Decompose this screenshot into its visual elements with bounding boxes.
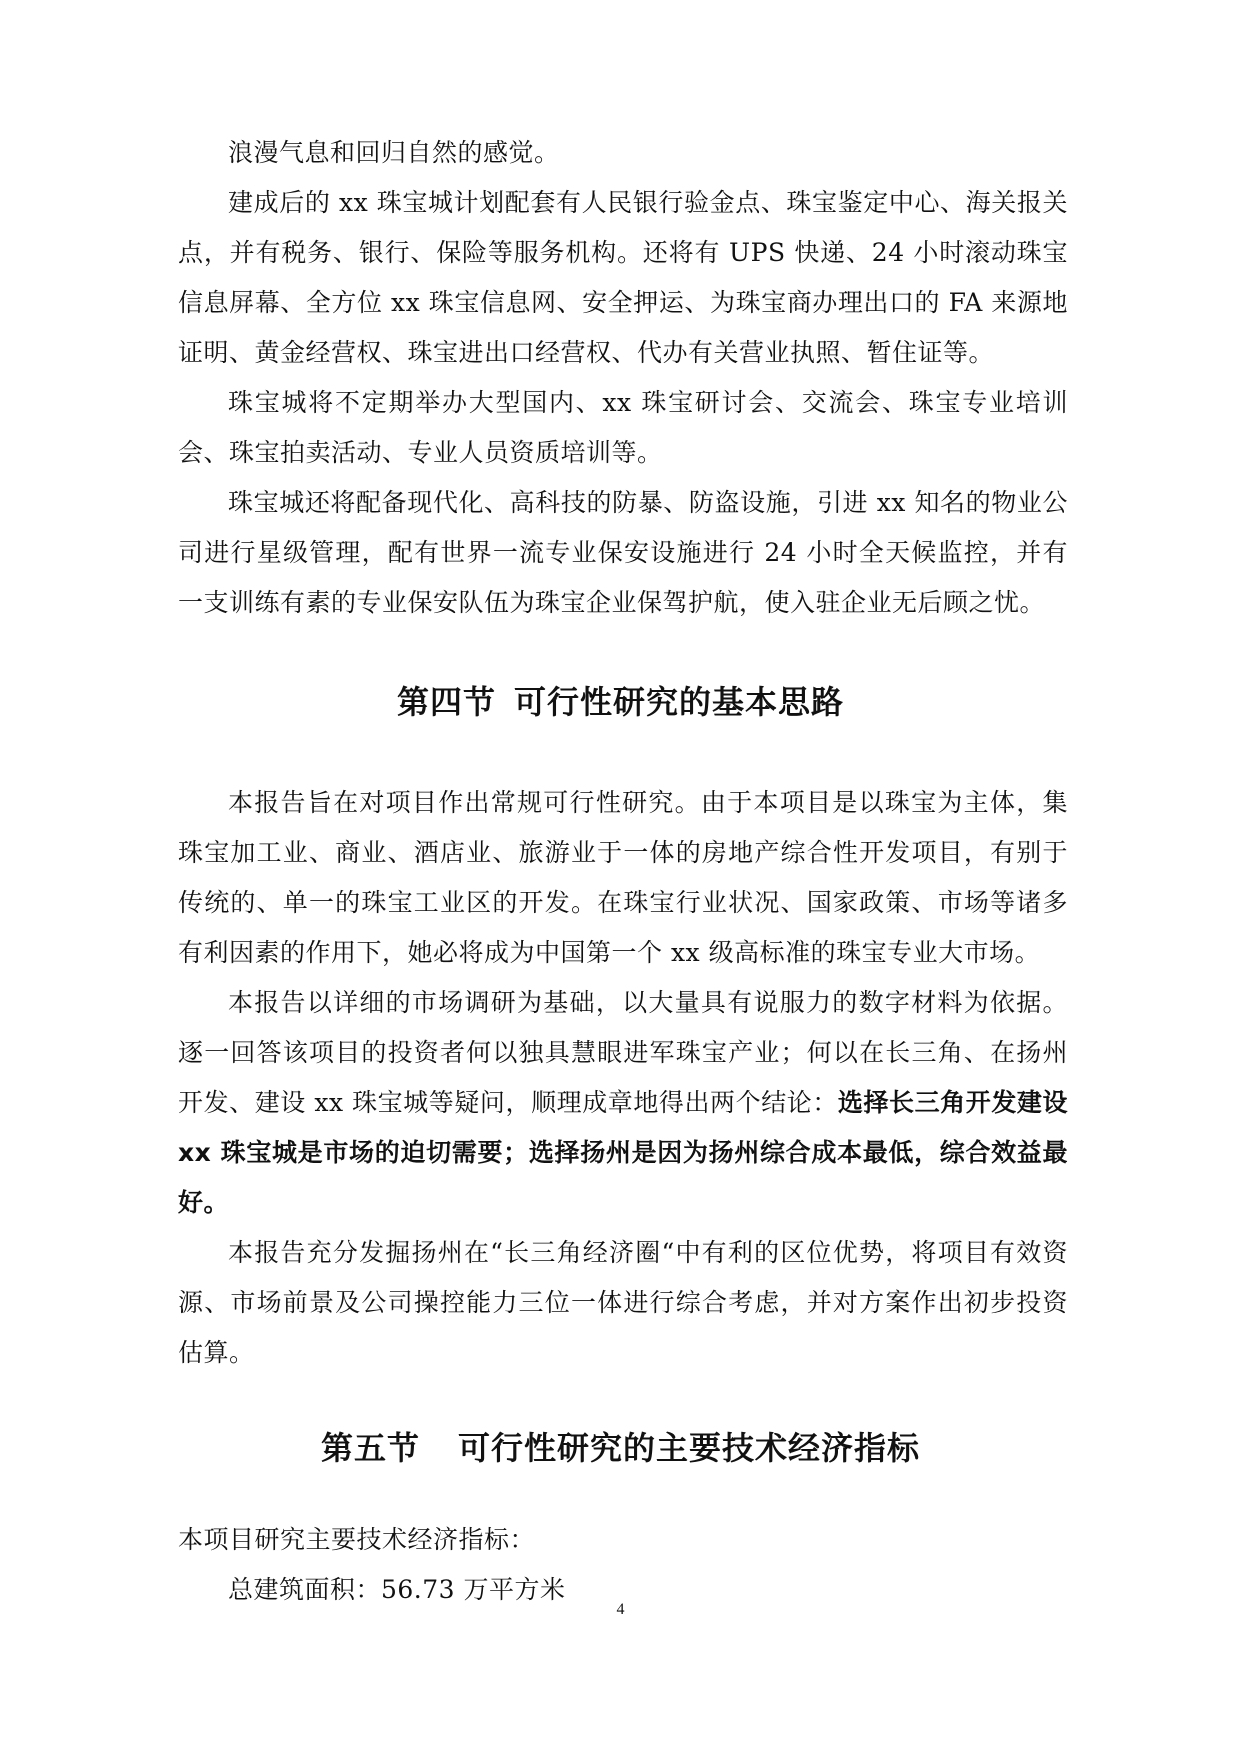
- section-4-title: 可行性研究的基本思路: [514, 683, 845, 721]
- paragraph-services: 建成后的 xx 珠宝城计划配套有人民银行验金点、珠宝鉴定中心、海关报关点，并有税务、银行、保险等服务机构。还将有 UPS 快递、24 小时滚动珠宝信息屏幕、全方位 xx 珠宝信息网、安全押运、为珠宝商办理出口的 FA 来源地证明、黄金经营权、珠宝进出口经营权、代办有关营业执照、暂住证等。: [178, 188, 1068, 367]
- section-5-intro: 本项目研究主要技术经济指标：: [178, 1525, 536, 1554]
- page-number: 4: [616, 1601, 625, 1618]
- indicator-total-floor-area: 总建筑面积：56.73 万平方米: [228, 1575, 566, 1604]
- section-5-number: 第五节: [320, 1429, 420, 1467]
- section-4-paragraph-1: 本报告旨在对项目作出常规可行性研究。由于本项目是以珠宝为主体，集珠宝加工业、商业、酒店业、旅游业于一体的房地产综合性开发项目，有别于传统的、单一的珠宝工业区的开发。在珠宝行业状况、国家政策、市场等诸多有利因素的作用下，她必将成为中国第一个 xx 级高标准的珠宝专业大市场。: [178, 788, 1068, 967]
- section-5-title: 可行性研究的主要技术经济指标: [458, 1429, 921, 1467]
- section-4-conclusion-bold: 选择长三角开发建设 xx 珠宝城是市场的迫切需要；选择扬州是因为扬州综合成本最低，综合效益最好。: [178, 1088, 1068, 1217]
- section-4-heading: [0, 682, 1241, 722]
- paragraph-continuation: 浪漫气息和回归自然的感觉。: [228, 138, 560, 167]
- section-4-number: 第四节: [396, 683, 496, 721]
- section-4-paragraph-3: 本报告充分发掘扬州在“长三角经济圈“中有利的区位优势，将项目有效资源、市场前景及公司操控能力三位一体进行综合考虑，并对方案作出初步投资估算。: [178, 1238, 1068, 1367]
- paragraph-security: 珠宝城还将配备现代化、高科技的防暴、防盗设施，引进 xx 知名的物业公司进行星级管理，配有世界一流专业保安设施进行 24 小时全天候监控，并有一支训练有素的专业保安队伍为珠宝企业保驾护航，使入驻企业无后顾之忧。: [178, 488, 1068, 617]
- section-4-paragraph-2: [178, 978, 1068, 1228]
- section-4-paragraph-2-text: 本报告以详细的市场调研为基础，以大量具有说服力的数字材料为依据。逐一回答该项目的投资者何以独具慧眼进军珠宝产业；何以在长三角、在扬州开发、建设 xx 珠宝城等疑问，顺理成章地得出两个结论：: [178, 988, 1068, 1117]
- section-5-heading: [0, 1428, 1241, 1468]
- paragraph-events: 珠宝城将不定期举办大型国内、xx 珠宝研讨会、交流会、珠宝专业培训会、珠宝拍卖活动、专业人员资质培训等。: [178, 388, 1068, 467]
